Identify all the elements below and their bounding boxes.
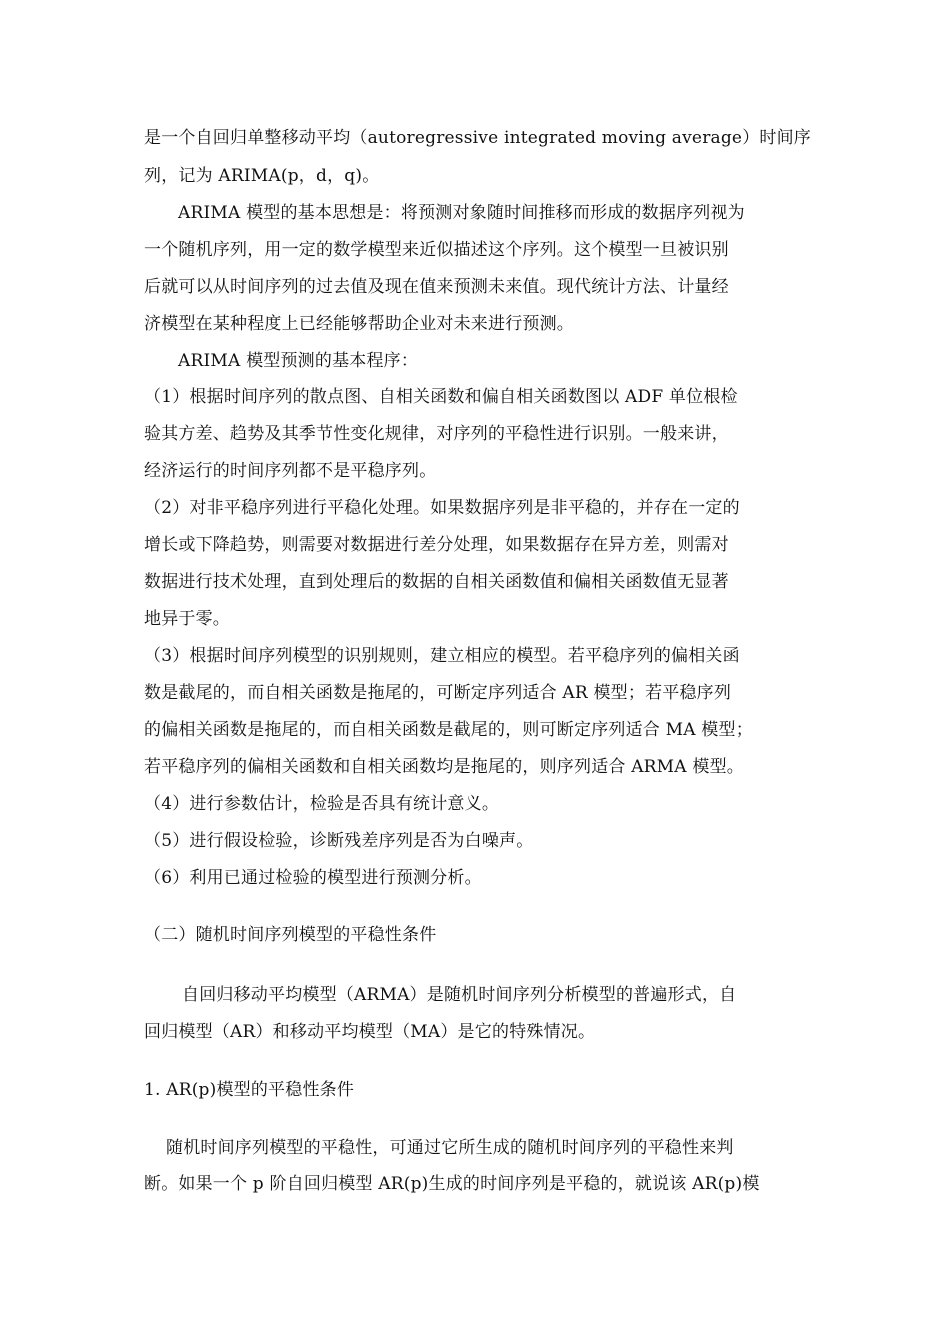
list-item-line: 增长或下降趋势，则需要对数据进行差分处理，如果数据存在异方差，则需对: [144, 535, 729, 555]
paragraph-line: 列，记为 ARIMA(p，d，q)。: [144, 166, 380, 186]
list-item-line: （4）进行参数估计，检验是否具有统计意义。: [144, 794, 500, 814]
list-item-line: 数是截尾的，而自相关函数是拖尾的，可断定序列适合 AR 模型；若平稳序列: [144, 683, 732, 703]
paragraph-line: ARIMA 模型的基本思想是：将预测对象随时间推移而形成的数据序列视为: [178, 203, 745, 223]
list-item-line: 地异于零。: [144, 609, 230, 629]
list-item-line: 验其方差、趋势及其季节性变化规律，对序列的平稳性进行识别。一般来讲，: [144, 424, 729, 444]
paragraph-line: 是一个自回归单整移动平均（autoregressive integrated moving average）时间序: [144, 128, 811, 148]
list-item-line: 的偏相关函数是拖尾的，而自相关函数是截尾的，则可断定序列适合 MA 模型；: [144, 720, 753, 740]
list-item-line: 若平稳序列的偏相关函数和自相关函数均是拖尾的，则序列适合 ARMA 模型。: [144, 757, 744, 777]
paragraph-line: 济模型在某种程度上已经能够帮助企业对未来进行预测。: [144, 314, 574, 334]
list-item-line: （2）对非平稳序列进行平稳化处理。如果数据序列是非平稳的，并存在一定的: [144, 498, 740, 518]
paragraph-line: 后就可以从时间序列的过去值及现在值来预测未来值。现代统计方法、计量经: [144, 277, 729, 297]
list-item-line: （5）进行假设检验，诊断残差序列是否为白噪声。: [144, 831, 534, 851]
paragraph-line: 自回归移动平均模型（ARMA）是随机时间序列分析模型的普遍形式，自: [182, 985, 737, 1005]
paragraph-line: 回归模型（AR）和移动平均模型（MA）是它的特殊情况。: [144, 1022, 596, 1042]
list-item-line: （6）利用已通过检验的模型进行预测分析。: [144, 868, 482, 888]
section-heading: （二）随机时间序列模型的平稳性条件: [144, 925, 437, 945]
subsection-heading: 1. AR(p)模型的平稳性条件: [144, 1080, 355, 1100]
paragraph-line: 随机时间序列模型的平稳性，可通过它所生成的随机时间序列的平稳性来判: [166, 1138, 734, 1158]
paragraph-line: ARIMA 模型预测的基本程序：: [178, 351, 419, 371]
paragraph-line: 断。如果一个 p 阶自回归模型 AR(p)生成的时间序列是平稳的，就说该 AR(p)模: [144, 1174, 760, 1194]
list-item-line: （3）根据时间序列模型的识别规则，建立相应的模型。若平稳序列的偏相关函: [144, 646, 740, 666]
paragraph-line: 一个随机序列，用一定的数学模型来近似描述这个序列。这个模型一旦被识别: [144, 240, 729, 260]
list-item-line: 经济运行的时间序列都不是平稳序列。: [144, 461, 437, 481]
list-item-line: （1）根据时间序列的散点图、自相关函数和偏自相关函数图以 ADF 单位根检: [144, 387, 738, 407]
list-item-line: 数据进行技术处理，直到处理后的数据的自相关函数值和偏相关函数值无显著: [144, 572, 729, 592]
